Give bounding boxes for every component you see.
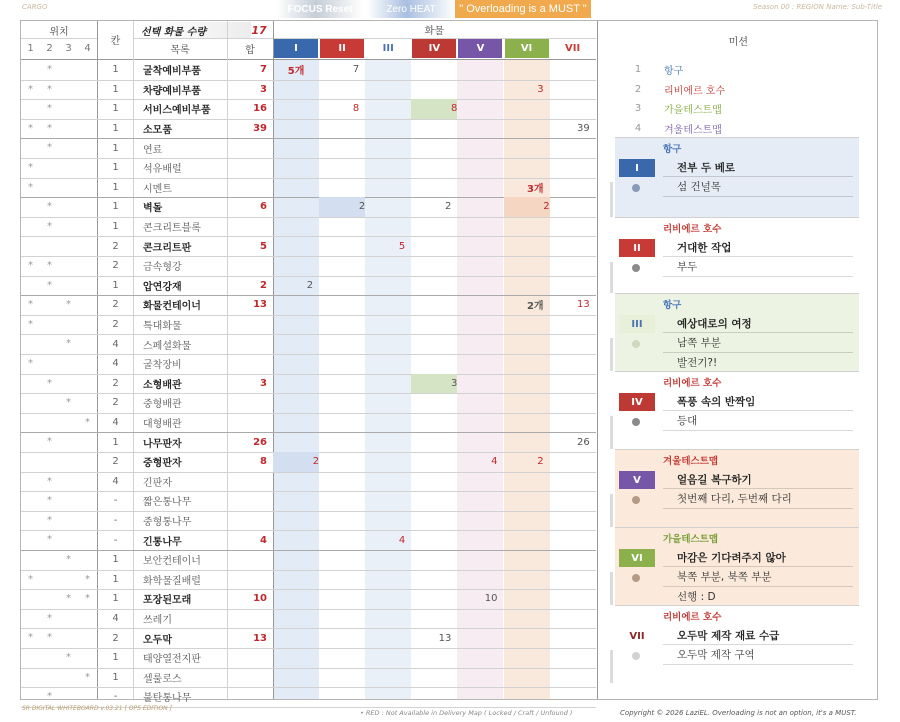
cargo-sum: 6	[260, 201, 267, 213]
location-star: *	[66, 397, 71, 409]
cargo-name[interactable]: 벽돌	[143, 203, 163, 215]
cargo-sum: 7	[260, 64, 267, 76]
cargo-sum	[227, 550, 267, 570]
cargo-sum	[227, 570, 267, 590]
cargo-sum	[227, 393, 267, 413]
cargo-name[interactable]: 중형통나무	[143, 517, 192, 529]
cargo-name[interactable]: 시멘트	[143, 183, 172, 195]
mission-card-7[interactable]	[615, 605, 859, 683]
cargo-sum: 26	[253, 436, 267, 448]
cargo-value[interactable]: 8	[352, 103, 360, 115]
cargo-name[interactable]: 화학물질배럴	[143, 575, 201, 587]
cargo-name[interactable]: 차량예비부품	[143, 85, 201, 97]
mission-region: 리비에르 호수	[663, 378, 722, 389]
mission-bullet-icon	[632, 574, 640, 582]
row-slot: 4	[112, 613, 119, 625]
cargo-sum	[227, 511, 267, 531]
location-star: *	[28, 358, 33, 369]
zero-heat-button[interactable]: Zero HEAT	[367, 0, 455, 18]
cargo-value[interactable]: 2개	[526, 301, 544, 313]
row-slot: 4	[112, 475, 119, 487]
row-slot: 1	[112, 593, 119, 605]
cargo-value[interactable]: 3	[537, 83, 544, 95]
location-star: *	[28, 573, 33, 585]
cargo-sum	[227, 158, 267, 178]
cargo-name[interactable]: 굴착예비부품	[143, 66, 201, 78]
cargo-sum	[227, 334, 267, 354]
row-slot: 2	[112, 260, 119, 272]
cargo-sum	[227, 315, 267, 335]
location-col-1: 1	[27, 42, 34, 54]
selected-cargo-count: 17	[251, 24, 267, 37]
location-star: *	[47, 475, 52, 487]
mission-side-mark	[610, 338, 613, 371]
location-star: *	[28, 299, 33, 311]
row-slot: 2	[112, 299, 119, 311]
column-header-3[interactable]: III	[366, 38, 410, 58]
cargo-sum	[227, 648, 267, 668]
mission-objective[interactable]: 부두	[663, 258, 853, 277]
mission-bullet-icon	[632, 496, 640, 504]
location-star: *	[47, 632, 52, 644]
location-star: *	[47, 83, 52, 95]
cargo-sum: 39	[253, 123, 267, 135]
location-star: *	[85, 671, 90, 683]
mission-list-number: 3	[634, 103, 642, 114]
cargo-sum: 2	[260, 279, 267, 291]
cargo-label: CARGO	[22, 3, 48, 11]
location-star: *	[47, 377, 52, 389]
cargo-sum	[227, 472, 267, 492]
mission-objective[interactable]: 마감은 기다려주지 않아	[663, 548, 853, 567]
cargo-value[interactable]: 13	[438, 632, 452, 644]
mission-list-region[interactable]: 가을테스트맵	[664, 105, 722, 116]
header-mid-divider-2	[133, 38, 596, 39]
location-star: *	[47, 691, 52, 703]
location-star: *	[47, 122, 52, 134]
cargo-sum	[227, 609, 267, 629]
cargo-name[interactable]: 불탄통나무	[143, 693, 192, 705]
mission-objective[interactable]: 예상대로의 여정	[663, 314, 853, 333]
mission-objective[interactable]: 오두막 제작 재료 수급	[663, 626, 853, 645]
mission-side-mark	[610, 650, 613, 683]
cargo-name[interactable]: 스페셜화물	[143, 340, 192, 352]
cargo-value[interactable]: 2	[445, 201, 452, 213]
location-star: *	[28, 318, 33, 330]
row-slot: 1	[112, 436, 119, 448]
footer-legend: • RED : Not Available in Delivery Map ( Locked / Craft / Unfound )	[360, 709, 573, 717]
row-slot: -	[113, 691, 118, 703]
cargo-name[interactable]: 소형배관	[143, 379, 182, 391]
column-band-1	[273, 59, 319, 699]
mission-objective[interactable]: 첫번째 다리, 두번째 다리	[663, 490, 853, 509]
location-star: *	[47, 142, 52, 154]
location-star: *	[66, 554, 71, 565]
mission-objective[interactable]: 남쪽 부분	[663, 334, 853, 353]
cargo-value[interactable]: 3	[411, 374, 457, 394]
cargo-value[interactable]: 8	[411, 99, 457, 119]
mission-bullet-icon	[632, 264, 640, 272]
mission-badge: II	[619, 239, 655, 257]
mission-objective[interactable]: 등대	[663, 412, 853, 431]
column-band-3	[365, 59, 411, 699]
cargo-name[interactable]: 화물컨테이너	[143, 301, 201, 313]
cargo-value[interactable]: 5	[398, 240, 406, 252]
column-header-2[interactable]: II	[320, 38, 364, 58]
cargo-sum	[227, 668, 267, 688]
column-separator-4	[597, 21, 598, 699]
mission-card-2[interactable]	[615, 217, 859, 293]
location-star: *	[47, 514, 52, 526]
location-star: *	[28, 260, 33, 271]
location-star: *	[66, 652, 71, 663]
mission-region: 가을테스트맵	[663, 534, 719, 545]
cargo-value[interactable]: 4	[398, 534, 406, 546]
cargo-name[interactable]: 나무판자	[143, 438, 182, 450]
mission-badge: III	[619, 315, 655, 333]
row-slot: 1	[112, 652, 119, 664]
row-slot: 2	[112, 397, 119, 409]
season-subtitle: Season 00 : REGION Name: Sub-Title	[753, 3, 882, 11]
cargo-value[interactable]: 39	[576, 123, 590, 135]
focus-reset-button[interactable]: FOCUS Reset	[277, 0, 363, 18]
location-star: *	[28, 83, 33, 95]
location-star: *	[28, 181, 33, 193]
row-slot: 2	[112, 377, 119, 389]
mission-side-mark	[610, 572, 613, 605]
location-col-2: 2	[46, 42, 53, 54]
column-separator-1	[133, 21, 134, 699]
mission-bullet-icon	[632, 652, 640, 660]
mission-objective[interactable]: 전부 두 베로	[663, 158, 853, 177]
cargo-sum: 5	[260, 240, 267, 252]
location-star: *	[47, 220, 52, 232]
location-header: 위치	[49, 26, 69, 38]
row-slot: 1	[112, 221, 119, 233]
location-star: *	[66, 299, 71, 311]
mission-objective[interactable]: 북쪽 부분, 북쪽 부분	[663, 568, 853, 587]
cargo-value[interactable]: 3개	[526, 183, 544, 195]
cargo-sum: 4	[260, 534, 267, 546]
location-star: *	[66, 593, 71, 605]
row-slot: 1	[112, 142, 119, 154]
mission-side-mark	[610, 262, 613, 293]
mission-objective[interactable]: 오두막 제작 구역	[663, 646, 853, 665]
location-star: *	[85, 593, 90, 605]
mission-list-region[interactable]: 항구	[664, 66, 684, 77]
row-slot: 2	[112, 456, 119, 468]
cargo-name[interactable]: 소모품	[143, 125, 172, 137]
cargo-sum	[227, 491, 267, 511]
column-header-5[interactable]: V	[458, 38, 502, 58]
column-header-4[interactable]: IV	[412, 38, 456, 58]
row-slot: 1	[112, 162, 119, 174]
cargo-value[interactable]: 5개	[287, 66, 305, 78]
row-slot: 1	[112, 181, 119, 193]
mission-region: 항구	[663, 300, 682, 311]
location-star: *	[47, 495, 52, 507]
sum-header: 합	[245, 44, 255, 56]
cargo-sum: 16	[253, 103, 267, 115]
column-band-7	[550, 59, 596, 699]
mission-objective[interactable]: 선행 : D	[663, 587, 853, 606]
mission-objective[interactable]: 섬 건널목	[663, 178, 853, 197]
mission-card-5[interactable]	[615, 449, 859, 527]
cargo-name[interactable]: 콘크리트블록	[143, 223, 201, 235]
mission-objective[interactable]: 얼음길 복구하기	[663, 470, 853, 489]
overloading-banner[interactable]: " Overloading is a MUST "	[455, 0, 591, 18]
row-slot: 2	[112, 319, 119, 331]
row-slot: 1	[112, 201, 119, 213]
cargo-sum	[227, 687, 267, 707]
cargo-sum: 3	[260, 377, 267, 389]
footer-version: SR DIGITAL WHITEBOARD v.03.21 [ OPS EDITION ]	[22, 705, 172, 712]
row-slot: 1	[112, 103, 119, 115]
row-slot: 1	[112, 83, 119, 95]
location-star: *	[47, 436, 52, 448]
mission-badge: VI	[619, 549, 655, 567]
cargo-name[interactable]: 긴통나무	[143, 536, 182, 548]
row-slot: 2	[112, 240, 119, 252]
column-separator-3	[273, 21, 274, 699]
row-slot: 4	[112, 358, 119, 370]
mission-objective[interactable]: 폭풍 속의 반짝임	[663, 392, 853, 411]
cargo-name[interactable]: 포장된모래	[143, 595, 192, 607]
cargo-header: 화물	[424, 26, 444, 37]
row-slot: 1	[112, 573, 119, 585]
mission-list-region[interactable]: 리비에르 호수	[664, 85, 726, 97]
row-slot: 4	[112, 338, 119, 350]
location-star: *	[28, 632, 33, 644]
mission-card-4[interactable]	[615, 371, 859, 449]
cargo-name[interactable]: 태양열전지판	[143, 654, 201, 666]
location-star: *	[28, 162, 33, 173]
cargo-name[interactable]: 특대화물	[143, 321, 182, 333]
cargo-sum: 13	[253, 299, 267, 311]
row-slot: 1	[112, 671, 119, 683]
mission-region: 리비에르 호수	[663, 224, 722, 235]
cargo-value[interactable]: 4	[491, 456, 498, 468]
selected-cargo-label: 선택 화물 수량	[141, 22, 251, 39]
location-star: *	[47, 612, 52, 624]
cargo-value[interactable]: 2	[306, 279, 314, 291]
slot-header: 칸	[110, 35, 121, 47]
row-slot: -	[113, 515, 118, 527]
cargo-sum	[227, 217, 267, 237]
column-header-7[interactable]: VII	[551, 38, 595, 58]
location-star: *	[85, 573, 90, 585]
cargo-value[interactable]: 2	[273, 452, 319, 472]
row-slot: 1	[112, 64, 119, 76]
mission-side-mark	[610, 182, 613, 217]
mission-list-number: 4	[634, 122, 642, 134]
location-star: *	[47, 260, 52, 271]
cargo-name[interactable]: 금속형강	[143, 262, 182, 274]
cargo-name[interactable]: 오두막	[143, 634, 172, 646]
cargo-sum	[227, 354, 267, 374]
cargo-sum: 10	[253, 593, 267, 605]
cargo-name[interactable]: 대형배관	[143, 419, 182, 431]
location-star: *	[47, 201, 52, 213]
location-star: *	[28, 122, 33, 134]
top-bar	[0, 0, 900, 20]
cargo-sum: 13	[253, 632, 267, 644]
cargo-sum	[227, 178, 267, 198]
cargo-name[interactable]: 쓰레기	[143, 615, 172, 627]
cargo-value[interactable]: 2	[319, 197, 365, 217]
cargo-name[interactable]: 서비스예비부품	[143, 105, 211, 117]
cargo-value[interactable]: 26	[576, 436, 590, 448]
row-slot: -	[113, 495, 118, 507]
mission-card-1[interactable]	[615, 137, 859, 217]
cargo-name[interactable]: 보안컨테이너	[143, 556, 201, 568]
row-slot: 2	[112, 632, 119, 644]
location-star: *	[85, 416, 90, 428]
mission-side-mark	[610, 494, 613, 527]
mission-region: 리비에르 호수	[663, 612, 722, 623]
cargo-sum	[227, 256, 267, 276]
location-col-4: 4	[84, 42, 91, 54]
row-slot: 1	[112, 554, 119, 566]
location-col-3: 3	[65, 42, 72, 54]
cargo-name[interactable]: 중형판자	[143, 458, 182, 470]
cargo-name[interactable]: 석유배럴	[143, 164, 182, 176]
mission-objective[interactable]: 거대한 작업	[663, 238, 853, 257]
mission-badge: I	[619, 159, 655, 177]
row-slot: 4	[112, 417, 119, 429]
column-band-6	[504, 59, 550, 699]
cargo-value[interactable]: 10	[484, 593, 498, 605]
cargo-name[interactable]: 굴착장비	[143, 360, 182, 372]
mission-bullet-icon	[632, 340, 640, 348]
location-star: *	[66, 338, 71, 350]
cargo-sum	[227, 138, 267, 158]
mission-objective[interactable]: 발전기?!	[663, 353, 853, 372]
cargo-value[interactable]: 13	[576, 299, 590, 311]
location-star: *	[47, 534, 52, 546]
mission-region: 겨울테스트맵	[663, 456, 719, 467]
mission-region: 항구	[663, 144, 682, 155]
cargo-value[interactable]: 2	[537, 456, 544, 468]
cargo-value[interactable]: 2	[504, 197, 550, 217]
row-slot: 1	[112, 279, 119, 291]
mission-list-region[interactable]: 겨울테스트맵	[664, 124, 722, 136]
mission-bullet-icon	[632, 184, 640, 192]
mission-header: 미션	[728, 36, 748, 48]
row-slot: -	[113, 534, 118, 546]
cargo-name[interactable]: 압연강재	[143, 281, 182, 293]
header-mid-divider	[21, 38, 97, 39]
cargo-name[interactable]: 중형배관	[143, 399, 182, 411]
cargo-name[interactable]: 셀룰로스	[143, 673, 182, 685]
cargo-sum: 3	[260, 83, 267, 95]
mission-list-number: 2	[634, 83, 642, 95]
mission-badge: IV	[619, 393, 655, 411]
cargo-name[interactable]: 연료	[143, 144, 163, 156]
column-band-2	[319, 59, 365, 699]
location-star: *	[47, 279, 52, 291]
mission-badge: V	[619, 471, 655, 489]
cargo-name[interactable]: 짧은통나무	[143, 497, 192, 509]
mission-badge: VII	[619, 627, 655, 645]
mission-list-number: 1	[634, 64, 642, 75]
mission-card-6[interactable]	[615, 527, 859, 605]
mission-card-3[interactable]	[615, 293, 859, 371]
cargo-name[interactable]: 긴판자	[143, 477, 172, 489]
cargo-value[interactable]: 7	[352, 64, 360, 76]
list-header: 목록	[170, 44, 190, 56]
location-star: *	[47, 103, 52, 115]
column-header-1[interactable]: I	[274, 38, 318, 58]
cargo-name[interactable]: 콘크리트판	[143, 242, 192, 254]
location-star: *	[47, 64, 52, 75]
cargo-sum	[227, 413, 267, 433]
mission-bullet-icon	[632, 418, 640, 426]
row-slot: 1	[112, 123, 119, 135]
footer-copyright: Copyright © 2026 LaziEL. Overloading is not an option, it's a MUST.	[620, 709, 857, 717]
mission-side-mark	[610, 416, 613, 449]
column-header-6[interactable]: VI	[505, 38, 549, 58]
cargo-sum: 8	[260, 456, 267, 468]
